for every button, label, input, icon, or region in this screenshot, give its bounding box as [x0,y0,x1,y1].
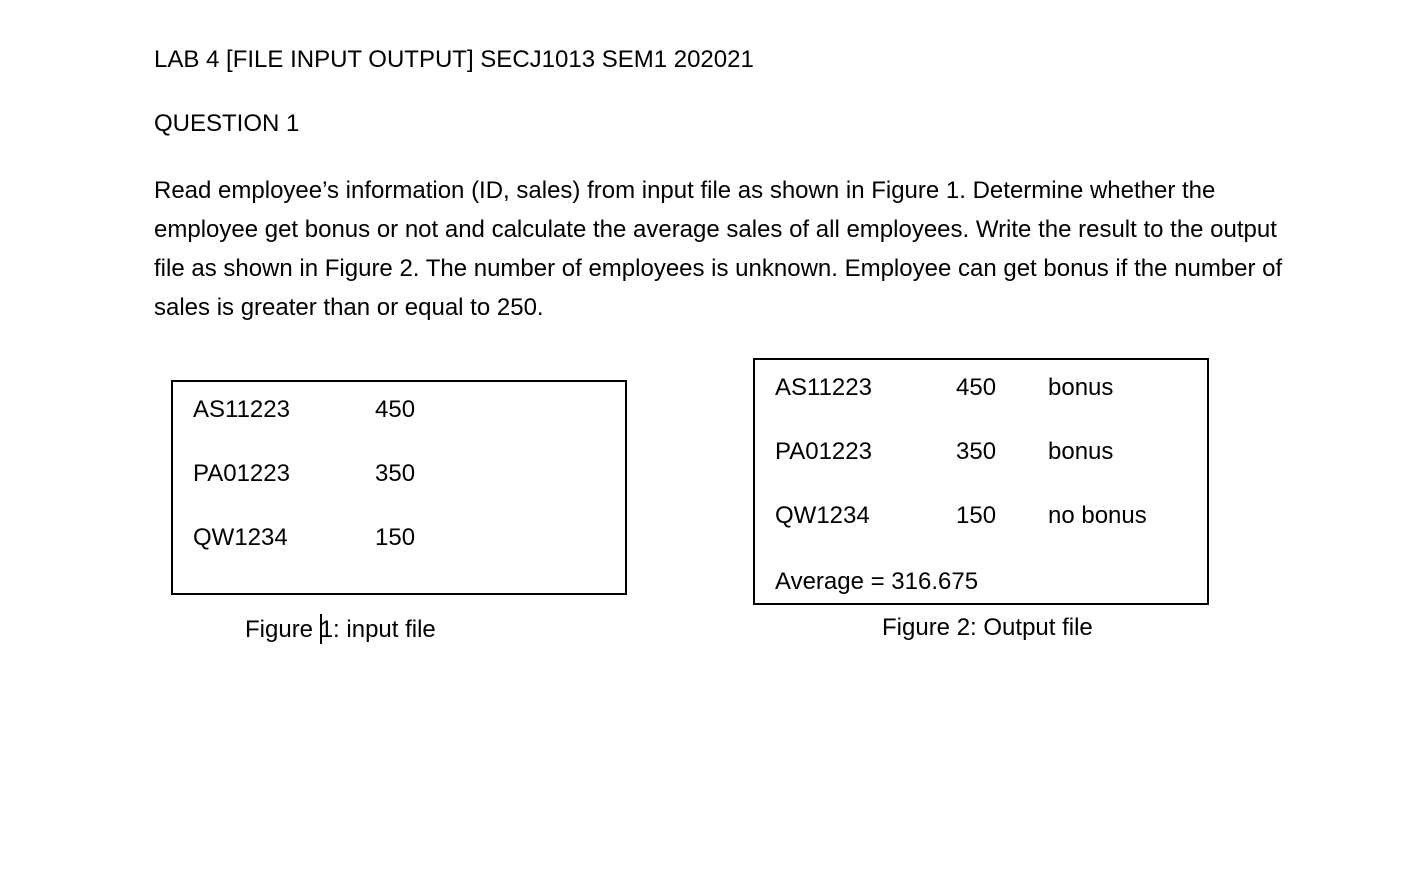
output-file-box [753,358,1209,605]
output-row-1-id: AS11223 [775,374,872,401]
output-row-3-sales: 150 [956,502,997,529]
question-body: Read employee’s information (ID, sales) from input file as shown in Figure 1. Determine whether the employee get bonus or not and calculate the average sales of all employees. Write the result to the output file as shown in Figure 2. The number of employees is unknown. Employee can get bonus if the number of sales is greater than or equal to 250. [154,177,1283,321]
input-file-box [171,380,627,595]
input-row-2-id: PA01223 [193,460,290,487]
question-heading: QUESTION 1 [154,110,300,137]
output-row-1-sales: 450 [956,374,997,401]
output-row-3-status: no bonus [1048,502,1147,529]
lab-title: LAB 4 [FILE INPUT OUTPUT] SECJ1013 SEM1 202021 [154,46,754,73]
output-row-2-id: PA01223 [775,438,872,465]
output-row-2-sales: 350 [956,438,997,465]
input-row-1-id: AS11223 [193,396,290,423]
output-row-2-status: bonus [1048,438,1114,465]
input-row-1-sales: 450 [375,396,416,423]
figure-1-caption-prefix: Figure [245,616,320,643]
output-row-1-status: bonus [1048,374,1114,401]
input-row-2-sales: 350 [375,460,416,487]
input-row-3-sales: 150 [375,524,416,551]
output-row-3-id: QW1234 [775,502,870,529]
input-row-3-id: QW1234 [193,524,288,551]
figure-1-caption-suffix: 1: input file [319,616,436,643]
output-average-line: Average = 316.675 [775,568,979,595]
figure-1-caption [245,614,436,644]
figure-2-caption: Figure 2: Output file [882,614,1093,641]
